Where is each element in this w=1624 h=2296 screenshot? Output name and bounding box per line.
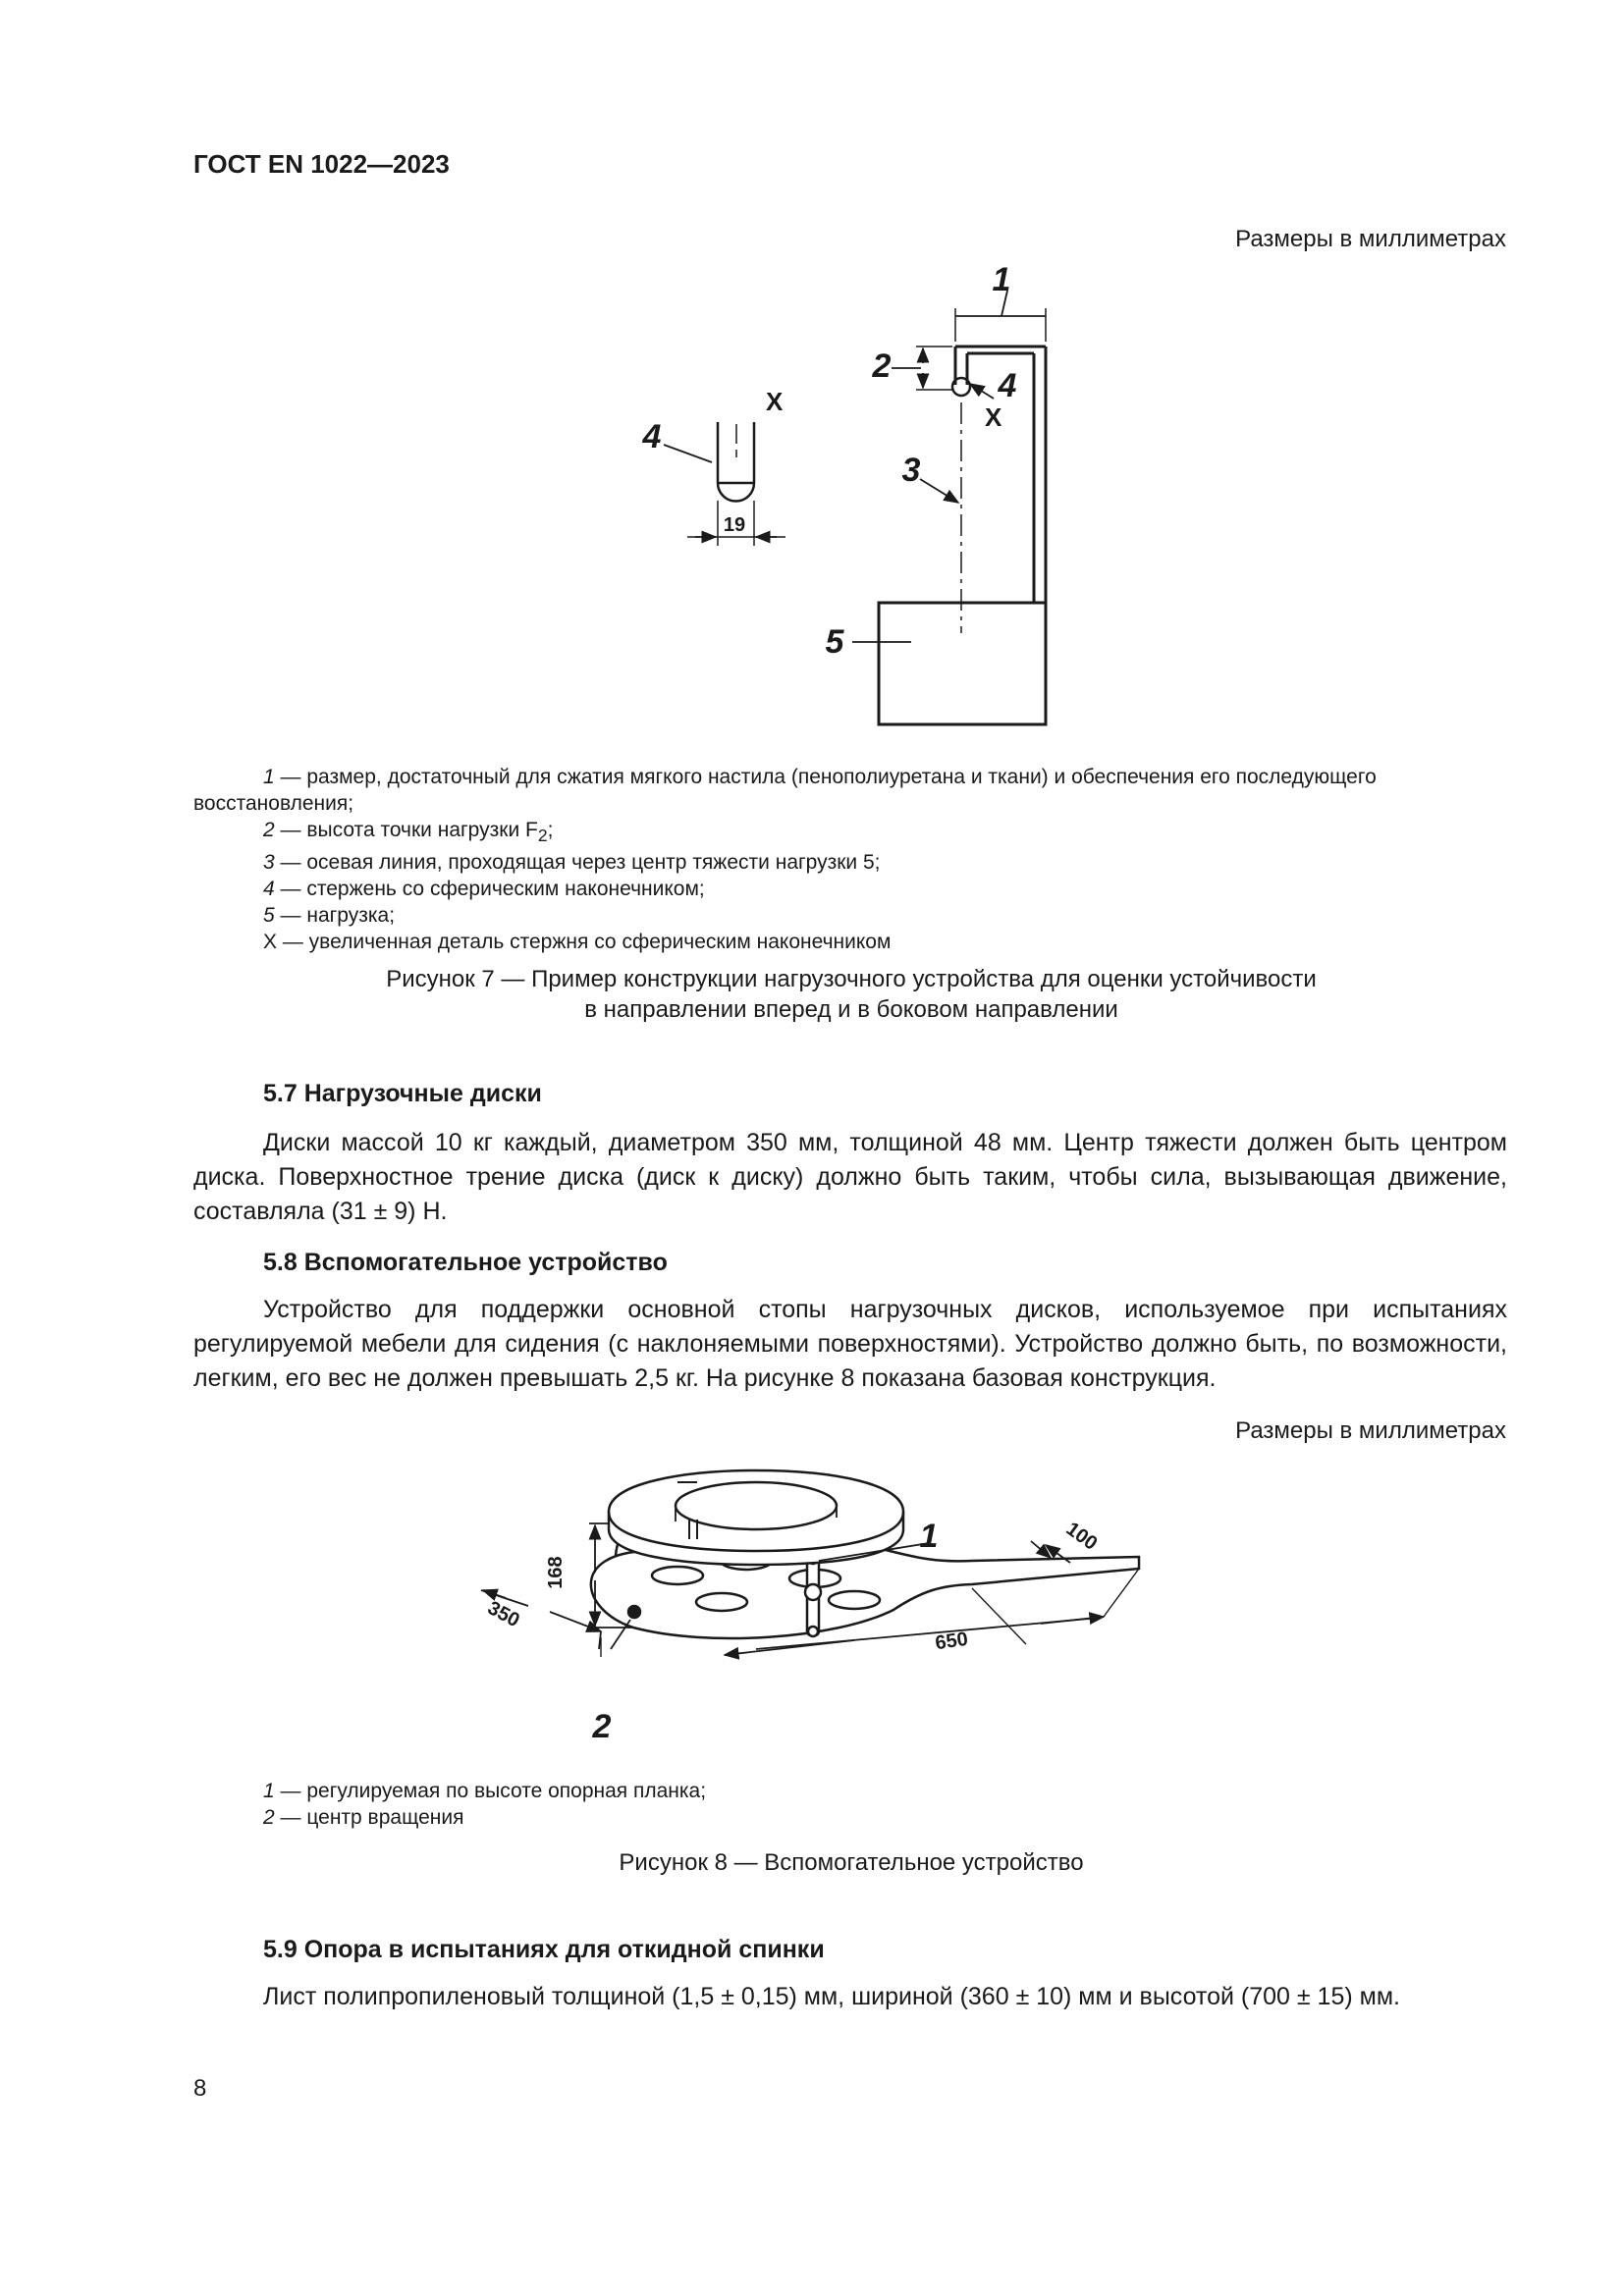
label-3: 3 <box>901 452 921 489</box>
section-5-7-title: 5.7 Нагрузочные диски <box>263 1080 542 1107</box>
label-4-detail: 4 <box>642 418 662 455</box>
document-header: ГОСТ EN 1022—2023 <box>193 149 450 179</box>
label-5: 5 <box>825 623 844 661</box>
dim-19: 19 <box>723 514 746 536</box>
legend-item-x: X — увеличенная деталь стержня со сферическим наконечником <box>263 931 892 954</box>
figure-7-caption: Рисунок 7 — Пример конструкции нагрузочного устройства для оценки устойчивости в направлении вперед и в боковом направлении <box>386 966 1317 1023</box>
dim-168: 168 <box>545 1556 567 1589</box>
figure-7-legend <box>193 764 1509 955</box>
dim-350: 350 <box>483 1597 523 1632</box>
legend-item-1: 1 — размер, достаточный для сжатия мягкого настила (пенополиуретана и ткани) и обеспечения его последующего <box>263 766 1377 788</box>
label-2-fig8: 2 <box>592 1708 612 1745</box>
figure-8-drawing <box>461 1463 1227 1757</box>
section-5-7-text: Диски массой 10 кг каждый, диаметром 350 мм, толщиной 48 мм. Центр тяжести должен быть центром диска. Поверхностное трение диска (диск к диску) должно быть таким, чтобы сила, вызывающая движение, составляла (31 ± 9) Н. <box>193 1129 1507 1225</box>
legend8-item-2: 2 — центр вращения <box>263 1806 464 1829</box>
legend-item-5: 5 — нагрузка; <box>263 904 396 928</box>
dim-650: 650 <box>934 1628 970 1655</box>
section-5-9-title: 5.9 Опора в испытаниях для откидной спинки <box>263 1936 825 1963</box>
legend-item-1-cont: восстановления; <box>193 792 354 815</box>
dimensions-note-1: Размеры в миллиметрах <box>1235 226 1506 252</box>
label-4: 4 <box>998 367 1017 404</box>
label-2: 2 <box>872 347 892 385</box>
legend-item-4: 4 — стержень со сферическим наконечником; <box>263 878 705 901</box>
figure-7-drawing <box>589 255 1100 746</box>
figure-8-legend <box>193 1778 1509 1831</box>
auxiliary-device <box>591 1470 1139 1638</box>
legend-item-2: 2 — высота точки нагрузки $F_2$; <box>263 819 554 846</box>
section-5-9-text: Лист полипропиленовый толщиной (1,5 ± 0,15) мм, шириной (360 ± 10) мм и высотой (700 ± 15) мм. <box>263 1983 1400 2010</box>
legend8-item-1: 1 — регулируемая по высоте опорная планка; <box>263 1780 707 1802</box>
label-1: 1 <box>992 261 1011 298</box>
legend-item-3: 3 — осевая линия, проходящая через центр тяжести нагрузки 5; <box>263 851 881 875</box>
page-number: 8 <box>193 2075 207 2102</box>
label-x: X <box>985 402 1002 432</box>
label-1-fig8: 1 <box>919 1518 939 1555</box>
load-mass <box>879 603 1046 724</box>
section-5-8-title: 5.8 Вспомогательное устройство <box>263 1249 668 1276</box>
figure-8-caption: Рисунок 8 — Вспомогательное устройство <box>619 1849 1084 1876</box>
dimensions-note-2: Размеры в миллиметрах <box>1235 1417 1506 1444</box>
label-x-detail: X <box>766 387 784 416</box>
section-5-8-text: Устройство для поддержки основной стопы нагрузочных дисков, используемое при испытаниях регулируемой мебели для сидения (с наклоняемыми поверхностями). Устройство должно быть, по возможности, легким, его вес не должен превышать 2,5 кг. На рисунке 8 показана базовая конструкция. <box>193 1296 1507 1392</box>
dim-100: 100 <box>1061 1518 1102 1555</box>
